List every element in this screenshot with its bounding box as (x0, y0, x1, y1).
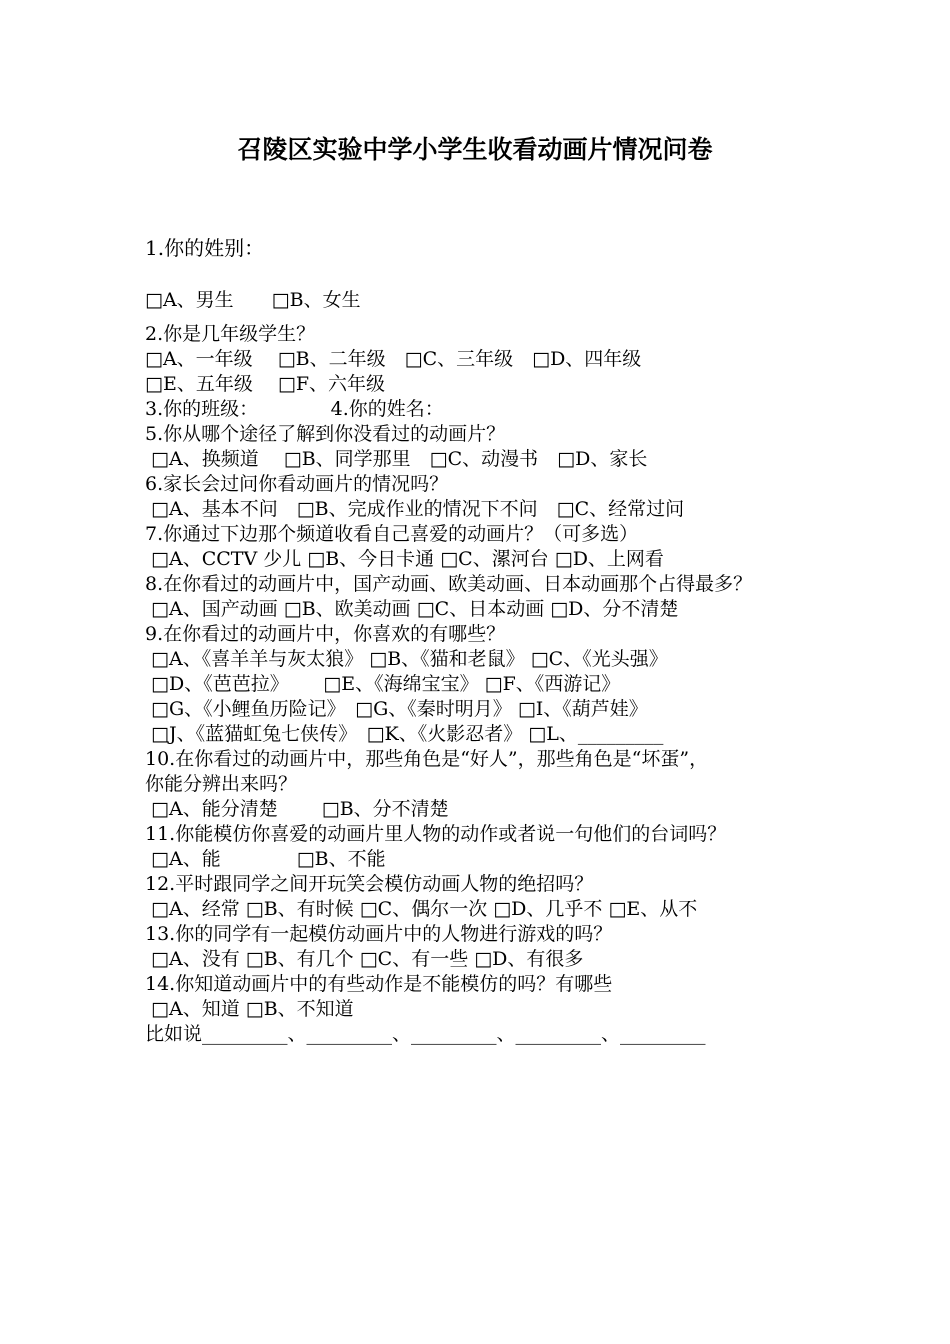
question-9: 9.在你看过的动画片中，你喜欢的有哪些？ (145, 623, 506, 645)
question-14: 14.你知道动画片中的有些动作是不能模仿的吗？有哪些 (145, 973, 613, 995)
question-2: 2.你是几年级学生？ (145, 323, 316, 345)
question-10-continued: 你能分辨出来吗？ (145, 773, 298, 795)
question-2-options-row-2: □E、五年级 □F、六年级 (145, 373, 385, 395)
question-12: 12.平时跟同学之间开玩笑会模仿动画人物的绝招吗？ (145, 873, 594, 895)
question-7-options: □A、CCTV 少儿 □B、今日卡通 □C、漯河台 □D、上网看 (145, 548, 664, 570)
question-10-options: □A、能分清楚 □B、分不清楚 (145, 798, 449, 820)
question-5: 5.你从哪个途径了解到你没看过的动画片？ (145, 423, 506, 445)
question-8: 8.在你看过的动画片中，国产动画、欧美动画、日本动画那个占得最多？ (145, 573, 753, 595)
question-6-options: □A、基本不问 □B、完成作业的情况下不问 □C、经常过问 (145, 498, 685, 520)
question-1: 1.你的姓别： (145, 236, 265, 260)
question-14-options: □A、知道 □B、不知道 (145, 998, 354, 1020)
question-13-options: □A、没有 □B、有几个 □C、有一些 □D、有很多 (145, 948, 584, 970)
question-11: 11.你能模仿你喜爱的动画片里人物的动作或者说一句他们的台词吗？ (145, 823, 727, 845)
question-1-options: □A、男生 □B、女生 (145, 289, 361, 311)
question-10: 10.在你看过的动画片中，那些角色是“好人”，那些角色是“坏蛋”， (145, 748, 709, 770)
question-5-options: □A、换频道 □B、同学那里 □C、动漫书 □D、家长 (145, 448, 648, 470)
question-12-options: □A、经常 □B、有时候 □C、偶尔一次 □D、几乎不 □E、从不 (145, 898, 698, 920)
question-9-options-row-4: □J、《蓝猫虹兔七侠传》 □K、《火影忍者》 □L、_________ (145, 723, 664, 745)
question-2-options-row-1: □A、一年级 □B、二年级 □C、三年级 □D、四年级 (145, 348, 642, 370)
question-9-options-row-3: □G、《小鲤鱼历险记》 □G、《秦时明月》 □I、《葫芦娃》 (145, 698, 648, 720)
question-13: 13.你的同学有一起模仿动画片中的人物进行游戏的吗？ (145, 923, 613, 945)
question-14-examples: 比如说_________、_________、_________、_________、_________ (145, 1023, 706, 1045)
page-title: 召陵区实验中学小学生收看动画片情况问卷 (237, 135, 713, 164)
question-3-4: 3.你的班级： 4.你的姓名： (145, 398, 444, 420)
question-9-options-row-1: □A、《喜羊羊与灰太狼》 □B、《猫和老鼠》 □C、《光头强》 (145, 648, 668, 670)
question-9-options-row-2: □D、《芭芭拉》 □E、《海绵宝宝》 □F、《西游记》 (145, 673, 621, 695)
question-6: 6.家长会过问你看动画片的情况吗？ (145, 473, 449, 495)
question-7: 7.你通过下边那个频道收看自己喜爱的动画片？（可多选） (145, 523, 639, 545)
question-8-options: □A、国产动画 □B、欧美动画 □C、日本动画 □D、分不清楚 (145, 598, 679, 620)
question-11-options: □A、能 □B、不能 (145, 848, 386, 870)
